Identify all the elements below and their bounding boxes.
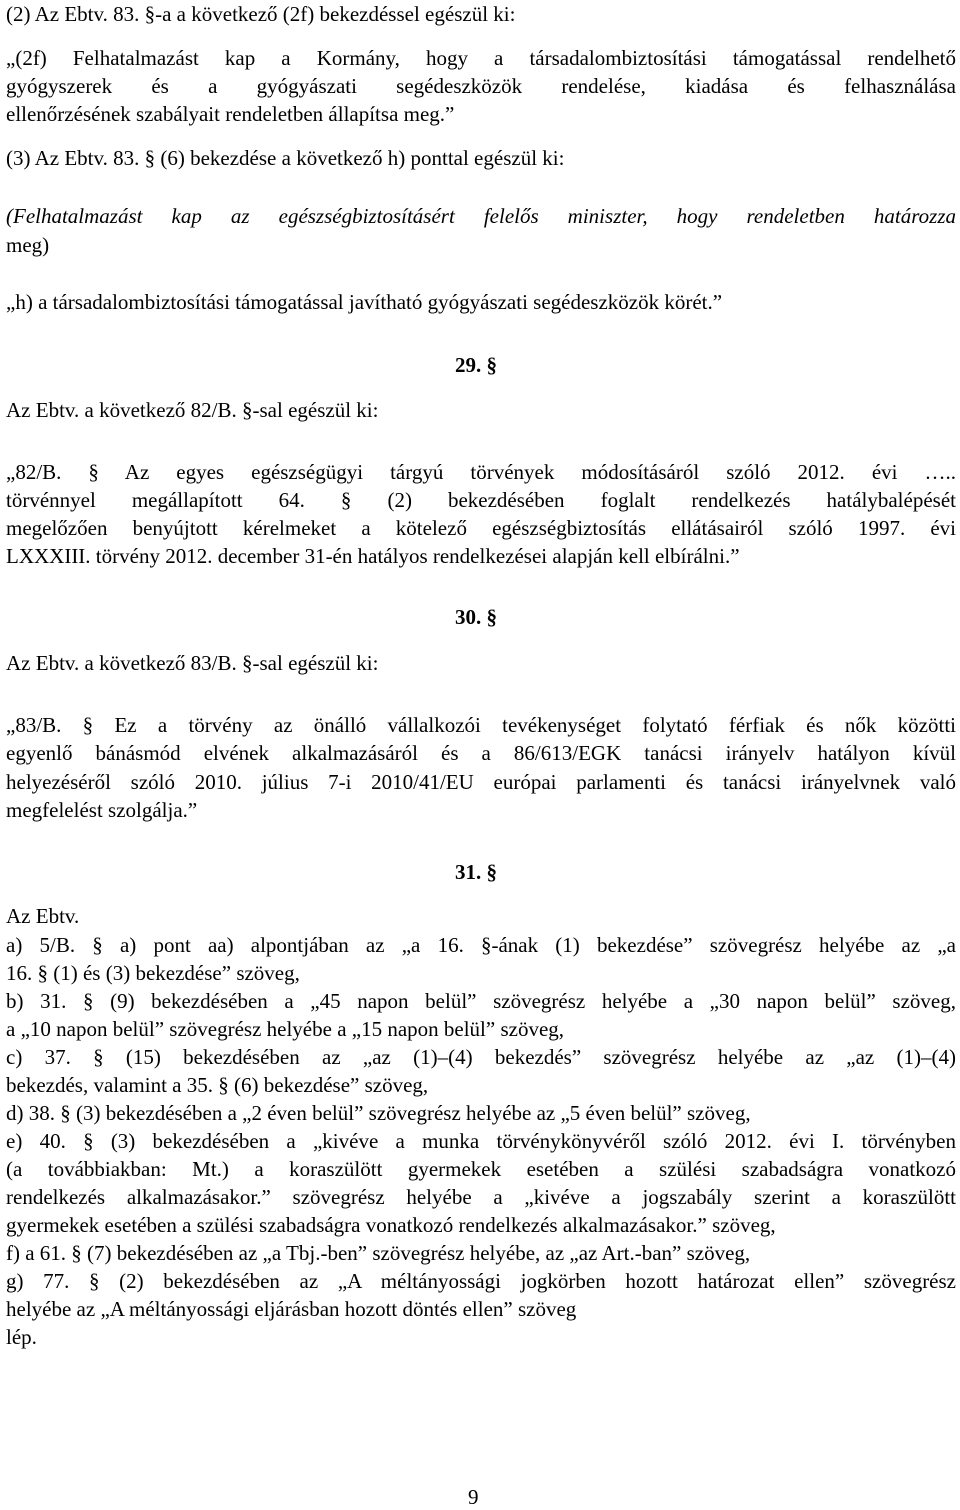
paragraph-line: gyógyszerek és a gyógyászati segédeszközök rendelése, kiadása és felhasználása (6, 74, 956, 98)
paragraph-line: „83/B. § Ez a törvény az önálló vállalkozói tevékenységet folytató férfiak és nők közötti (6, 713, 956, 737)
paragraph-line: „h) a társadalombiztosítási támogatással javítható gyógyászati segédeszközök körét.” (6, 290, 723, 314)
paragraph-line: d) 38. § (3) bekezdésében a „2 éven belül” szövegrész helyébe az „5 éven belül” szöveg, (6, 1101, 751, 1125)
section-heading-31: 31. § (455, 860, 497, 884)
paragraph-line: „82/B. § Az egyes egészségügyi tárgyú törvények módosításáról szóló 2012. évi ….. (6, 460, 956, 484)
paragraph-line: helyébe az „A méltányossági eljárásban hozott döntés ellen” szöveg (6, 1297, 577, 1321)
paragraph-line: ellenőrzésének szabályait rendeletben állapítsa meg.” (6, 102, 455, 126)
paragraph-line: c) 37. § (15) bekezdésében az „az (1)–(4) bekezdés” szövegrész helyébe az „az (1)–(4) (6, 1045, 956, 1069)
paragraph-line: g) 77. § (2) bekezdésében az „A méltányossági jogkörben hozott határozat ellen” szövegrész (6, 1269, 956, 1293)
paragraph-line: (2) Az Ebtv. 83. §-a a következő (2f) bekezdéssel egészül ki: (6, 2, 516, 26)
paragraph-line: törvénnyel megállapított 64. § (2) bekezdésében foglalt rendelkezés hatálybalépését (6, 488, 956, 512)
paragraph-line: egyenlő bánásmód elvének alkalmazásáról és a 86/613/EGK tanácsi irányelv hatályon kívül (6, 741, 956, 765)
paragraph-line: meg) (6, 233, 50, 257)
paragraph-line: Az Ebtv. (6, 904, 80, 928)
paragraph-line: megfelelést szolgálja.” (6, 798, 198, 822)
paragraph-line: rendelkezés alkalmazásakor.” szövegrész helyébe a „kivéve a jogszabály szerint a koraszülött (6, 1185, 956, 1209)
paragraph-line: (3) Az Ebtv. 83. § (6) bekezdése a következő h) ponttal egészül ki: (6, 146, 565, 170)
paragraph-line: a „10 napon belül” szövegrész helyébe a „15 napon belül” szöveg, (6, 1017, 565, 1041)
page-number: 9 (468, 1485, 479, 1509)
section-heading-30: 30. § (455, 605, 497, 629)
paragraph-line: „(2f) Felhatalmazást kap a Kormány, hogy a társadalombiztosítási támogatással rendelhető (6, 46, 956, 70)
section-heading-29: 29. § (455, 353, 497, 377)
paragraph-line: LXXXIII. törvény 2012. december 31-én hatályos rendelkezései alapján kell elbírálni.” (6, 544, 740, 568)
paragraph-line: bekezdés, valamint a 35. § (6) bekezdése” szöveg, (6, 1073, 429, 1097)
paragraph-line: helyezéséről szóló 2010. július 7-i 2010/41/EU európai parlamenti és tanácsi irányelvnek való (6, 770, 956, 794)
paragraph-line: a) 5/B. § a) pont aa) alpontjában az „a 16. §-ának (1) bekezdése” szövegrész helyébe az „a (6, 933, 956, 957)
paragraph-line: megelőzően benyújtott kérelmeket a kötelező egészségbiztosítás ellátásairól szóló 1997. évi (6, 516, 956, 540)
paragraph-line: Az Ebtv. a következő 83/B. §-sal egészül ki: (6, 651, 379, 675)
paragraph-line: gyermekek esetében a szülési szabadságra vonatkozó rendelkezés alkalmazásakor.” szöveg, (6, 1213, 776, 1237)
paragraph-line: lép. (6, 1325, 37, 1349)
paragraph-line: (Felhatalmazást kap az egészségbiztosításért felelős miniszter, hogy rendeletben határozza (6, 204, 956, 228)
paragraph-line: 16. § (1) és (3) bekezdése” szöveg, (6, 961, 300, 985)
paragraph-line: (a továbbiakban: Mt.) a koraszülött gyermekek esetében a szülési szabadságra vonatkozó (6, 1157, 956, 1181)
paragraph-line: e) 40. § (3) bekezdésében a „kivéve a munka törvénykönyvéről szóló 2012. évi I. törvényben (6, 1129, 956, 1153)
paragraph-line: b) 31. § (9) bekezdésében a „45 napon belül” szövegrész helyébe a „30 napon belül” szöveg, (6, 989, 956, 1013)
paragraph-line: f) a 61. § (7) bekezdésében az „a Tbj.-ben” szövegrész helyébe, az „az Art.-ban” szöveg, (6, 1241, 751, 1265)
paragraph-line: Az Ebtv. a következő 82/B. §-sal egészül ki: (6, 398, 379, 422)
